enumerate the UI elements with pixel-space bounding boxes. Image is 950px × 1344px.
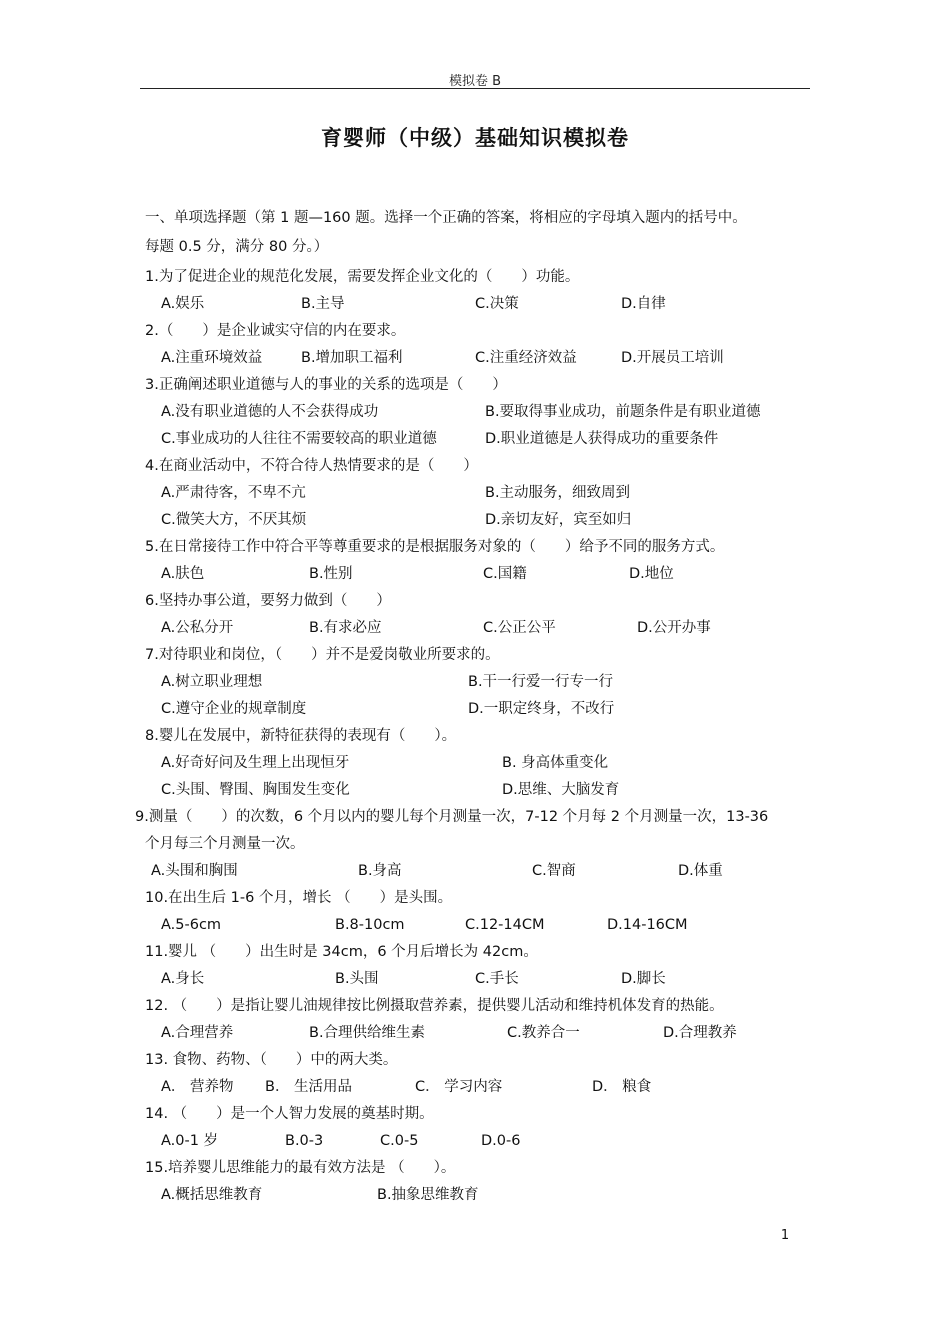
option-a: A.严肃待客，不卑不亢 [161,485,306,501]
option-c: C.手长 [475,971,519,987]
option-d: D.亲切友好，宾至如归 [485,512,632,528]
option-b: B.增加职工福利 [301,350,403,366]
option-a: A.0-1 岁 [161,1133,219,1149]
option-row [145,1020,825,1047]
question-13 [145,1047,825,1101]
section-instructions-line2: 每题 0.5 分，满分 80 分。） [145,239,329,255]
question-text-continued: 个月每三个月测量一次。 [145,836,305,852]
option-c: C.头围、臀围、胸围发生变化 [161,782,350,798]
option-a: A.没有职业道德的人不会获得成功 [161,404,379,420]
question-text: 3.正确阐述职业道德与人的事业的关系的选项是（ ） [145,377,507,393]
option-d: D.公开办事 [637,620,711,636]
option-row [145,1182,825,1209]
question-6 [145,588,825,642]
option-row [145,480,825,507]
option-c: C.事业成功的人往往不需要较高的职业道德 [161,431,437,447]
question-3 [145,372,825,453]
option-b: B． 生活用品 [265,1079,353,1095]
option-b: B.头围 [335,971,379,987]
option-d: D.14-16CM [607,917,688,933]
option-row [145,507,825,534]
option-b: B.主动服务，细致周到 [485,485,631,501]
option-row [145,912,825,939]
question-text: 2.（ ）是企业诚实守信的内在要求。 [145,323,406,339]
option-d: D.职业道德是人获得成功的重要条件 [485,431,719,447]
section-instructions [145,204,815,262]
option-c: C.智商 [532,863,576,879]
option-c: C.决策 [475,296,519,312]
question-14 [145,1101,825,1155]
option-b: B.有求必应 [309,620,382,636]
question-text: 5.在日常接待工作中符合平等尊重要求的是根据服务对象的（ ）给予不同的服务方式。 [145,539,725,555]
option-a: A． 营养物 [161,1079,234,1095]
question-5 [145,534,825,588]
option-row [145,399,825,426]
option-c: C.注重经济效益 [475,350,577,366]
question-text: 8.婴儿在发展中，新特征获得的表现有（ ）。 [145,728,457,744]
option-b: B.身高 [358,863,402,879]
option-a: A.注重环境效益 [161,350,263,366]
option-row [145,345,825,372]
question-text: 7.对待职业和岗位，（ ）并不是爱岗敬业所要求的。 [145,647,500,663]
question-12 [145,993,825,1047]
option-a: A.身长 [161,971,205,987]
option-row [145,1128,825,1155]
option-a: A.概括思维教育 [161,1187,263,1203]
question-4 [145,453,825,534]
page-header: 模拟卷 B [448,74,502,89]
question-text: 13. 食物、药物、（ ）中的两大类。 [145,1052,398,1068]
question-text: 1.为了促进企业的规范化发展，需要发挥企业文化的（ ）功能。 [145,269,580,285]
option-a: A.合理营养 [161,1025,234,1041]
option-c: C.0-5 [380,1133,419,1149]
option-d: D.地位 [629,566,674,582]
question-text: 10.在出生后 1-6 个月，增长 （ ）是头围。 [145,890,453,906]
question-text: 9.测量（ ）的次数，6 个月以内的婴儿每个月测量一次，7-12 个月每 2 个月测量一次，13-36 [135,809,769,825]
question-9 [135,804,825,885]
option-a: A.好奇好问及生理上出现恒牙 [161,755,350,771]
question-7 [145,642,825,723]
option-d: D.思维、大脑发育 [502,782,620,798]
question-8 [145,723,825,804]
question-text: 4.在商业活动中，不符合待人热情要求的是（ ） [145,458,478,474]
option-c: C． 学习内容 [415,1079,503,1095]
option-d: D.0-6 [481,1133,521,1149]
option-row [145,669,825,696]
option-b: B.主导 [301,296,345,312]
option-d: D.开展员工培训 [621,350,724,366]
option-c: C.公正公平 [483,620,556,636]
option-b: B.要取得事业成功，前题条件是有职业道德 [485,404,761,420]
option-d: D.合理教养 [663,1025,737,1041]
option-d: D． 粮食 [592,1079,652,1095]
question-text: 11.婴儿 （ ）出生时是 34cm，6 个月后增长为 42cm。 [145,944,538,960]
option-c: C.国籍 [483,566,527,582]
question-text: 15.培养婴儿思维能力的最有效方法是 （ ）。 [145,1160,456,1176]
option-a: A.树立职业理想 [161,674,263,690]
option-b: B.0-3 [285,1133,324,1149]
page-number: 1 [780,1228,790,1243]
option-b: B.抽象思维教育 [377,1187,479,1203]
option-a: A.肤色 [161,566,205,582]
option-d: D.体重 [678,863,723,879]
document-title: 育婴师（中级）基础知识模拟卷 [321,126,629,150]
question-text: 14. （ ）是一个人智力发展的奠基时期。 [145,1106,434,1122]
question-list [135,264,825,1209]
option-row [145,696,825,723]
question-11 [145,939,825,993]
option-row [145,966,825,993]
option-row [145,750,825,777]
option-d: D.脚长 [621,971,666,987]
question-2 [145,318,825,372]
question-text: 6.坚持办事公道，要努力做到（ ） [145,593,391,609]
header-divider [140,88,810,89]
option-c: C.12-14CM [465,917,545,933]
option-b: B.8-10cm [335,917,405,933]
option-row [145,1074,825,1101]
option-a: A.娱乐 [161,296,205,312]
option-b: B.合理供给维生素 [309,1025,426,1041]
option-a: A.头围和胸围 [151,863,238,879]
option-row [145,777,825,804]
option-c: C.遵守企业的规章制度 [161,701,307,717]
option-d: D.一职定终身，不改行 [468,701,615,717]
option-row [145,426,825,453]
question-10 [145,885,825,939]
option-row [135,858,825,885]
option-d: D.自律 [621,296,666,312]
option-row [145,615,825,642]
option-row [145,561,825,588]
option-b: B. 身高体重变化 [502,755,609,771]
question-15 [145,1155,825,1209]
option-b: B.干一行爱一行专一行 [468,674,614,690]
option-a: A.公私分开 [161,620,234,636]
option-a: A.5-6cm [161,917,222,933]
option-c: C.教养合一 [507,1025,580,1041]
option-row [145,291,825,318]
question-text: 12. （ ）是指让婴儿油规律按比例摄取营养素，提供婴儿活动和维持机体发育的热能。 [145,998,724,1014]
question-1 [145,264,825,318]
option-c: C.微笑大方，不厌其烦 [161,512,307,528]
option-b: B.性别 [309,566,353,582]
section-instructions-line1: 一、单项选择题（第 1 题—160 题。选择一个正确的答案，将相应的字母填入题内的括号中。 [145,210,747,226]
